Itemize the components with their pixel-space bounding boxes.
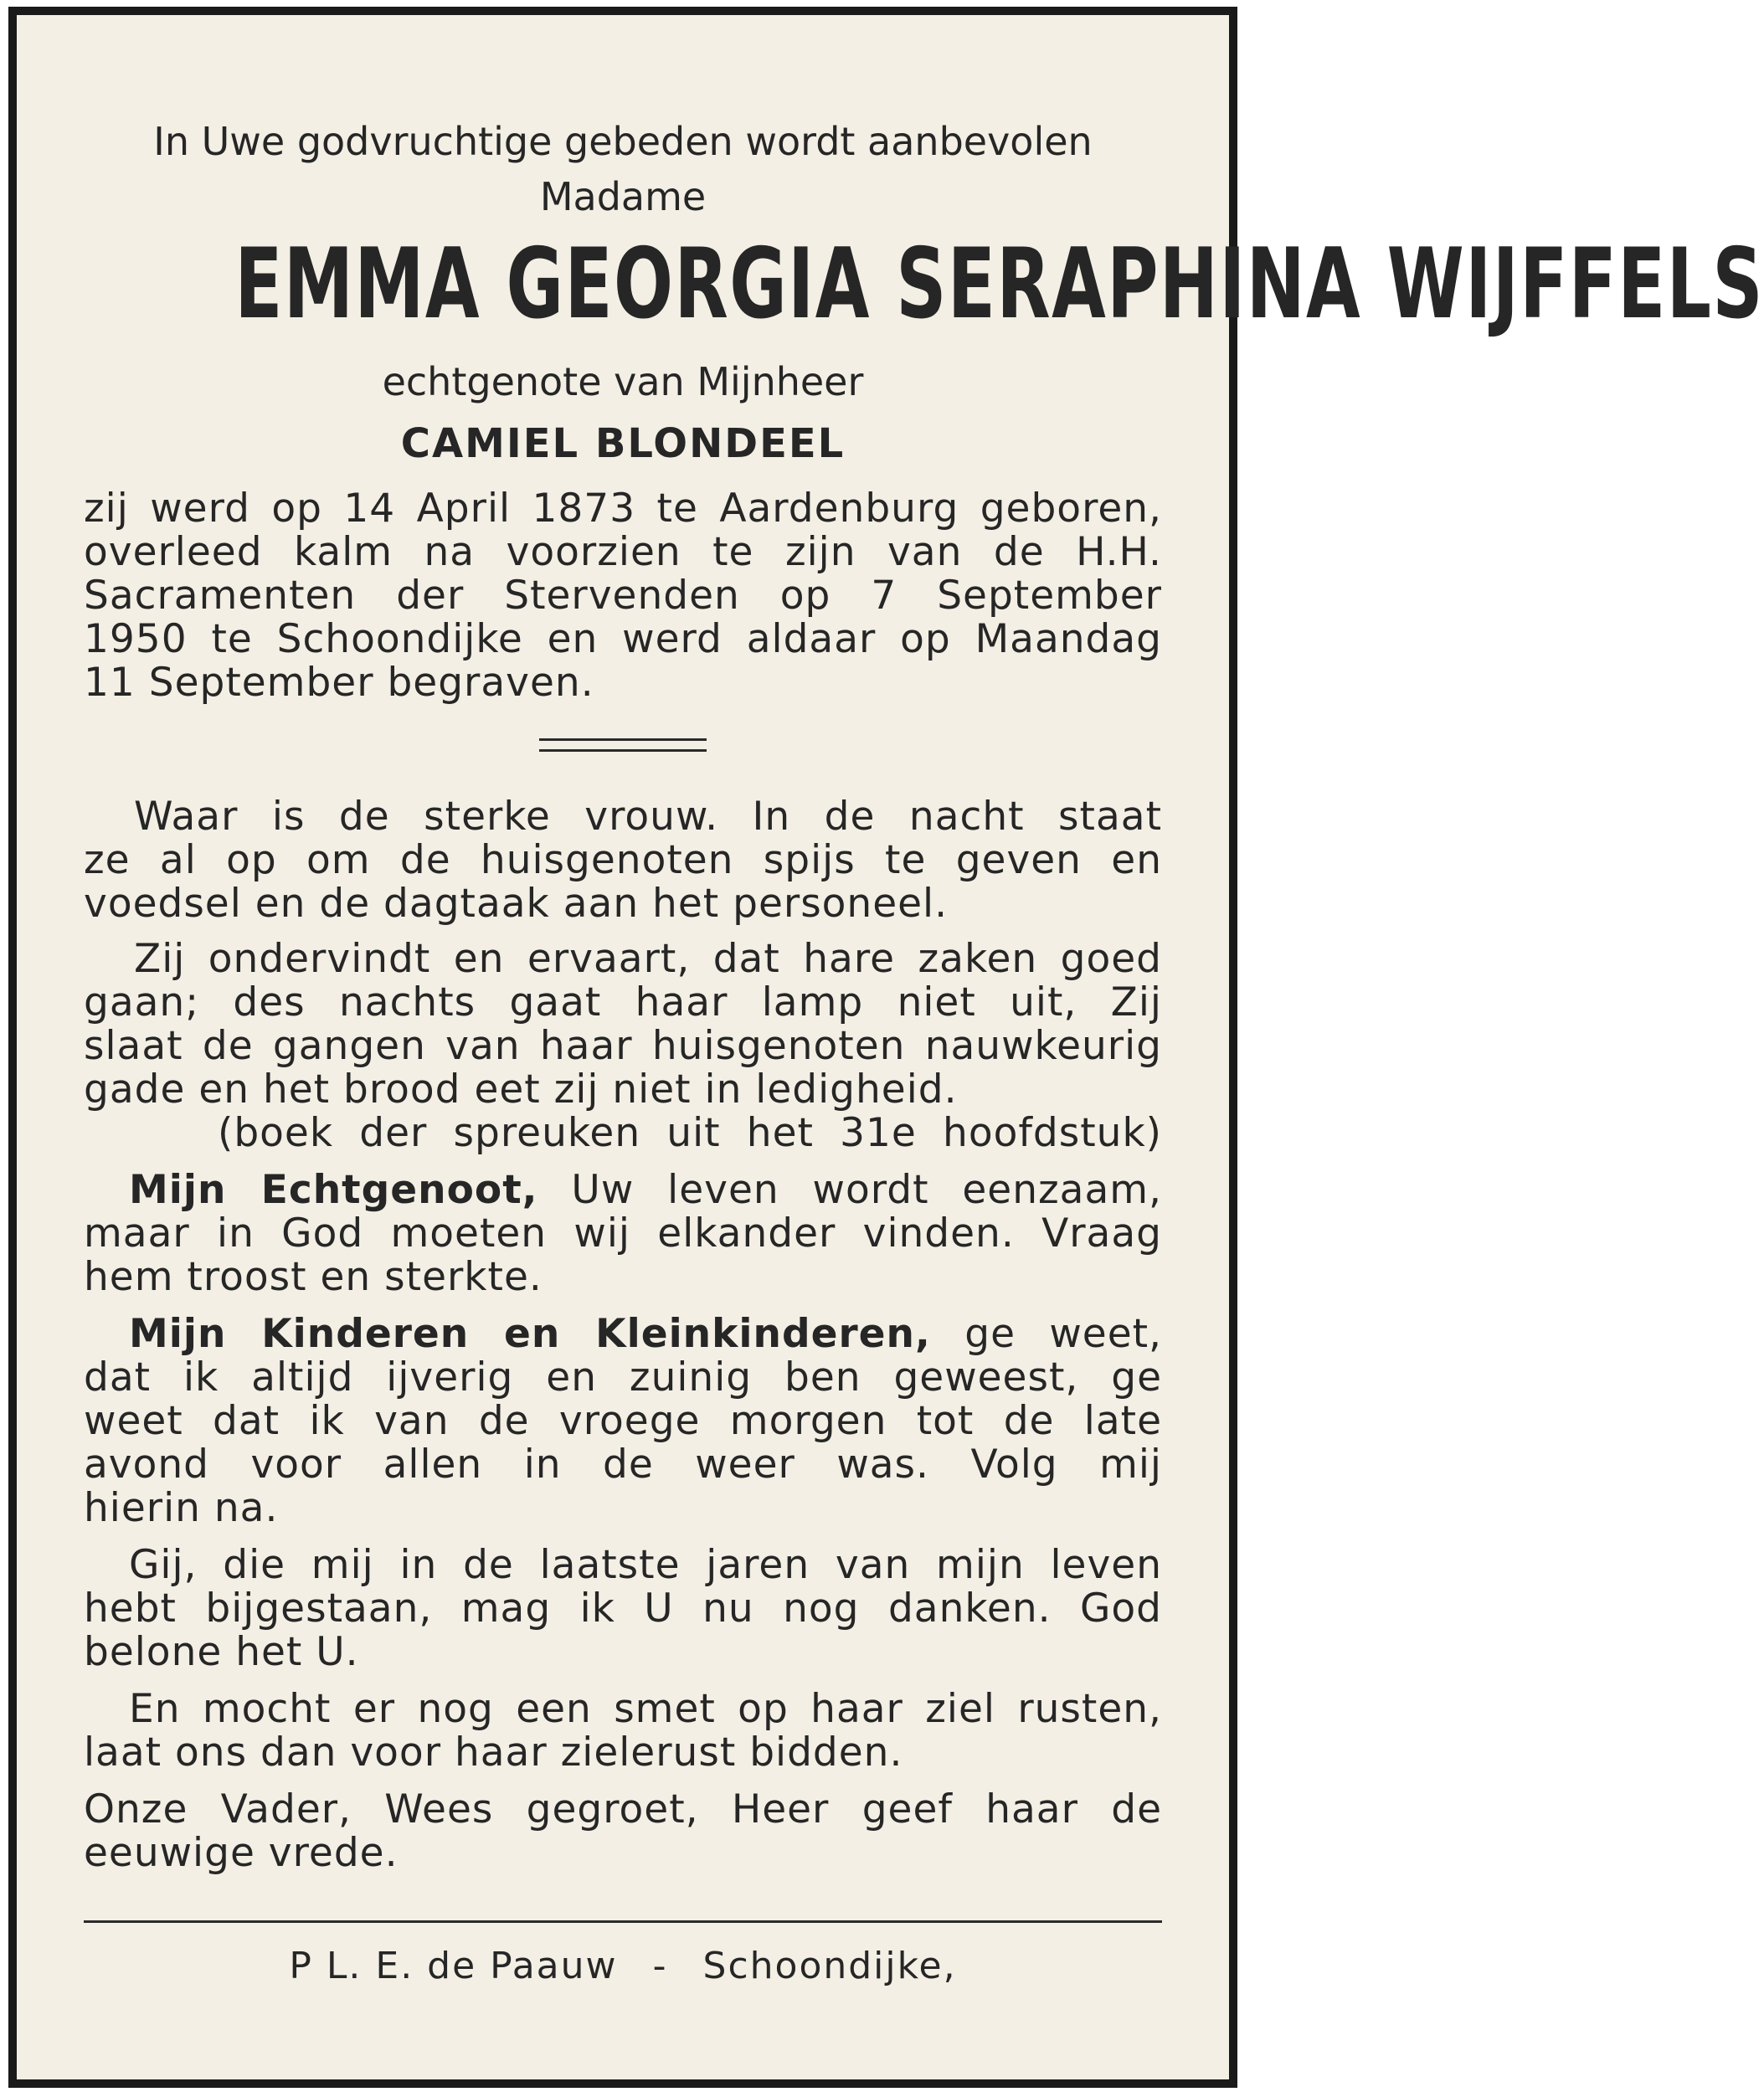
biography-line: zij werd op 14 April 1873 te Aardenburg geboren, xyxy=(84,486,1162,532)
spouse-address: Mijn Echtgenoot, xyxy=(129,1167,538,1213)
children-message-line: avond voor allen in de weer was. Volg mij xyxy=(84,1442,1162,1488)
prayer-request xyxy=(84,1688,1162,1775)
quote-line: Waar is de sterke vrouw. In de nacht staat xyxy=(134,794,1162,840)
memorial-card xyxy=(8,7,1764,2088)
closing-line: Onze Vader, Wees gegroet, Heer geef haar de xyxy=(84,1786,1162,1832)
printer-name: P L. E. de Paauw xyxy=(289,1945,618,1987)
deceased-name: EMMA GEORGIA SERAPHINA WIJFFELS xyxy=(234,228,1764,341)
quote-line: slaat de gangen van haar huisgenoten nauwkeurig xyxy=(84,1023,1162,1069)
printer-footer xyxy=(84,1941,1162,1992)
thanks-message xyxy=(84,1544,1162,1674)
quote-line: gaan; des nachts gaat haar lamp niet uit, Zij xyxy=(84,979,1162,1025)
salutation: Madame xyxy=(539,174,707,219)
children-message-line: dat ik altijd ijverig en zuinig ben geweest, ge xyxy=(84,1354,1162,1401)
children-message-text: ge weet, xyxy=(930,1311,1162,1357)
children-message xyxy=(84,1313,1162,1530)
spouse-intro: echtgenote van Mijnheer xyxy=(382,359,864,404)
thanks-line: belone het U. xyxy=(84,1629,359,1675)
footer-separator: - xyxy=(652,1945,668,1987)
footer-divider xyxy=(84,1920,1162,1923)
printer-place: Schoondijke, xyxy=(702,1945,957,1987)
double-divider xyxy=(539,738,707,752)
children-address: Mijn Kinderen en Kleinkinderen, xyxy=(129,1311,931,1357)
closing-line: eeuwige vrede. xyxy=(84,1830,399,1876)
spouse-message-line: hem troost en sterkte. xyxy=(84,1254,543,1300)
spouse-message xyxy=(84,1169,1162,1299)
children-message-line: hierin na. xyxy=(84,1485,279,1531)
closing-prayer xyxy=(84,1788,1162,1875)
quote-source: (boek der spreuken uit het 31e hoofdstuk) xyxy=(218,1110,1162,1156)
spouse-message-line: maar in God moeten wij elkander vinden. Vraag xyxy=(84,1210,1162,1257)
quote-line: ze al op om de huisgenoten spijs te geven en xyxy=(84,837,1162,883)
spouse-message-line xyxy=(84,1169,1162,1212)
spouse-name: CAMIEL BLONDEEL xyxy=(400,420,846,467)
thanks-line: Gij, die mij in de laatste jaren van mijn leven xyxy=(129,1542,1162,1588)
children-message-line: weet dat ik van de vroege morgen tot de late xyxy=(84,1398,1162,1444)
biography-line: Sacramenten der Stervenden op 7 September xyxy=(84,573,1162,619)
biography-line: 1950 te Schoondijke en werd aldaar op Maandag xyxy=(84,616,1162,662)
biography xyxy=(84,487,1162,705)
thanks-line: hebt bijgestaan, mag ik U nu nog danken. God xyxy=(84,1586,1162,1632)
quote-line: gade en het brood eet zij niet in ledigheid. xyxy=(84,1066,958,1113)
quote-block xyxy=(84,795,1162,1155)
prayer-line: En mocht er nog een smet op haar ziel rusten, xyxy=(129,1686,1162,1732)
biography-line: overleed kalm na voorzien te zijn van de H.H. xyxy=(84,529,1162,575)
intro-line: In Uwe godvruchtige gebeden wordt aanbevolen xyxy=(153,119,1093,164)
card-content xyxy=(84,114,1764,1992)
quote-line: Zij ondervindt en ervaart, dat hare zaken goed xyxy=(134,936,1162,982)
spouse-message-text: Uw leven wordt eenzaam, xyxy=(537,1167,1162,1213)
quote-line: voedsel en de dagtaak aan het personeel. xyxy=(84,881,949,927)
biography-line: 11 September begraven. xyxy=(84,660,594,706)
children-message-line xyxy=(84,1313,1162,1356)
prayer-line: laat ons dan voor haar zielerust bidden. xyxy=(84,1730,903,1776)
